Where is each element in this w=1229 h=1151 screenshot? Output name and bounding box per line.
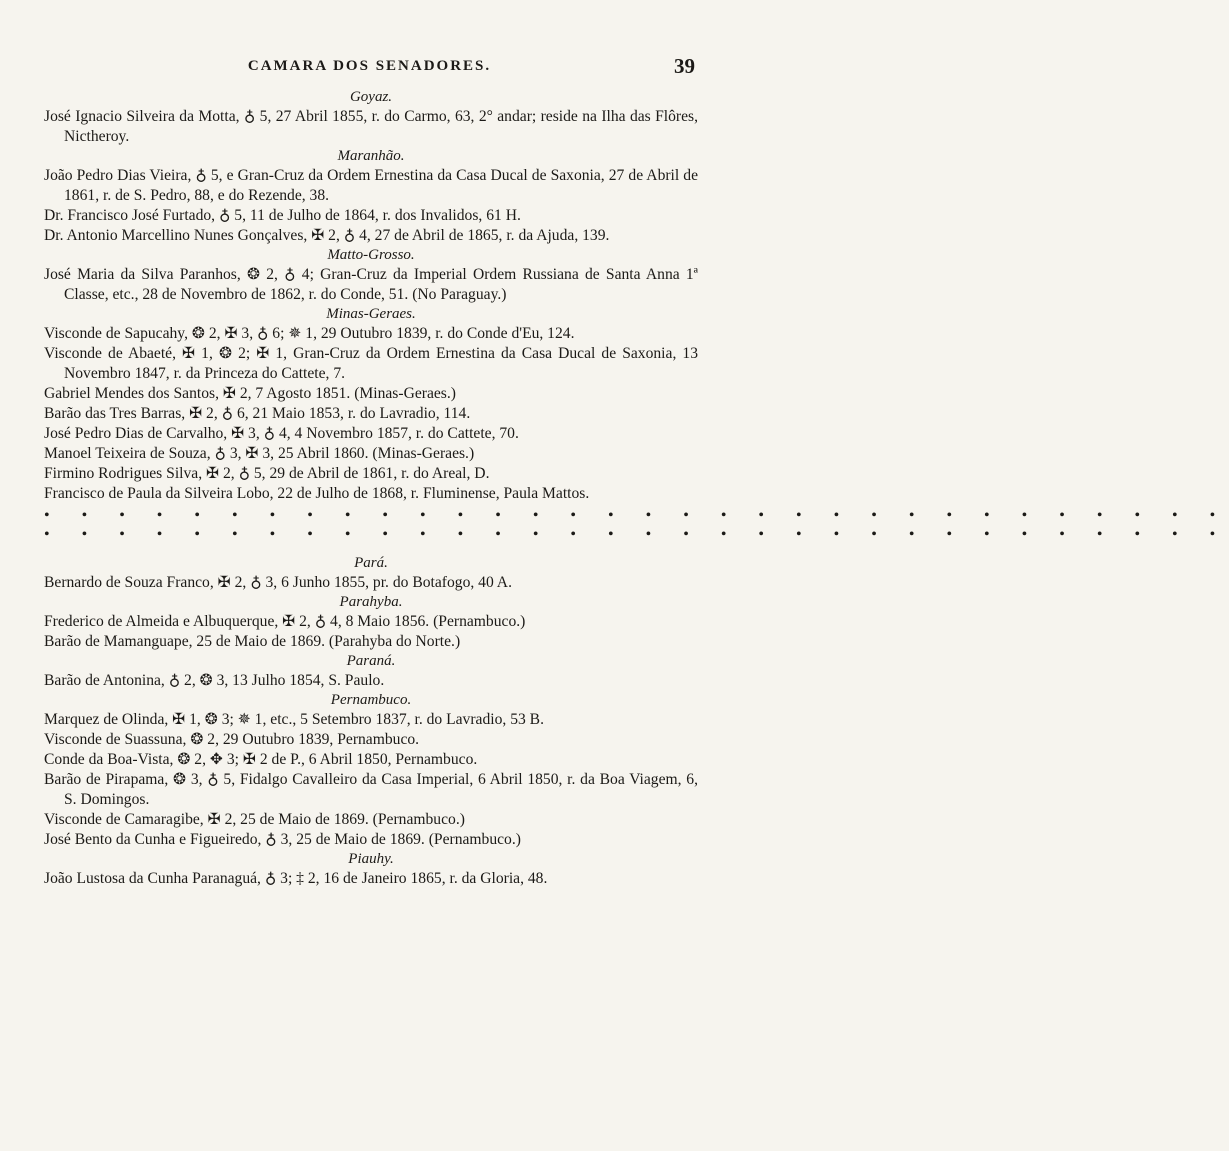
region-heading-maranhao: Maranhão.: [337, 148, 405, 164]
running-title: CAMARA DOS SENADORES.: [247, 58, 492, 74]
page-header: [44, 54, 695, 82]
region-heading-parana: Paraná.: [346, 653, 396, 669]
senator-entry: José Maria da Silva Paranhos, ❂ 2, ♁ 4; Gran-Cruz da Imperial Ordem Russiana de Santa Anna 1ª Classe, etc., 28 de Novembro de 1862, r. do Conde, 51. (No Paraguay.): [44, 266, 698, 303]
region-heading-para: Pará.: [354, 555, 388, 571]
senator-entry: João Lustosa da Cunha Paranaguá, ♁ 3; ‡ 2, 16 de Janeiro 1865, r. da Gloria, 48.: [44, 870, 548, 887]
senator-entry: Francisco de Paula da Silveira Lobo, 22 de Julho de 1868, r. Fluminense, Paula Mattos.: [44, 485, 590, 502]
senator-entry: João Pedro Dias Vieira, ♁ 5, e Gran-Cruz da Ordem Ernestina da Casa Ducal de Saxonia, 27 de Abril de 1861, r. de S. Pedro, 88, e do Rezende, 38.: [44, 167, 698, 204]
region-heading-goyaz: Goyaz.: [349, 89, 393, 105]
senator-entry: Gabriel Mendes dos Santos, ✠ 2, 7 Agosto 1851. (Minas-Geraes.): [44, 385, 456, 402]
senator-entry: Barão de Pirapama, ❂ 3, ♁ 5, Fidalgo Cavalleiro da Casa Imperial, 6 Abril 1850, r. da Boa Viagem, 6, S. Domingos.: [44, 771, 698, 808]
senator-entry: Visconde de Abaeté, ✠ 1, ❂ 2; ✠ 1, Gran-Cruz da Ordem Ernestina da Casa Ducal de Saxonia, 13 Novembro 1847, r. da Princeza do Cattete, 7.: [44, 345, 698, 382]
senator-entry: Barão das Tres Barras, ✠ 2, ♁ 6, 21 Maio 1853, r. do Lavradio, 114.: [44, 405, 471, 422]
senator-entry: José Ignacio Silveira da Motta, ♁ 5, 27 Abril 1855, r. do Carmo, 63, 2° andar; reside na Ilha das Flôres, Nictheroy.: [44, 108, 698, 145]
senator-entry: Visconde de Suassuna, ❂ 2, 29 Outubro 1839, Pernambuco.: [44, 731, 420, 748]
senator-entry: Barão de Antonina, ♁ 2, ❂ 3, 13 Julho 1854, S. Paulo.: [44, 672, 385, 689]
page-number: 39: [674, 54, 695, 78]
senator-entry: Visconde de Camaragibe, ✠ 2, 25 de Maio de 1869. (Pernambuco.): [44, 811, 465, 828]
senator-entry: Manoel Teixeira de Souza, ♁ 3, ✠ 3, 25 Abril 1860. (Minas-Geraes.): [44, 445, 475, 462]
senator-list: [44, 88, 1229, 889]
region-heading-parahyba: Parahyba.: [339, 594, 403, 610]
senator-entry: José Pedro Dias de Carvalho, ✠ 3, ♁ 4, 4 Novembro 1857, r. do Cattete, 70.: [44, 425, 519, 442]
region-heading-piauhy: Piauhy.: [348, 851, 394, 867]
senator-entry: Bernardo de Souza Franco, ✠ 2, ♁ 3, 6 Junho 1855, pr. do Botafogo, 40 A.: [44, 574, 512, 591]
region-heading-pernambuco: Pernambuco.: [330, 692, 412, 708]
senator-entry: Barão de Mamanguape, 25 de Maio de 1869. (Parahyba do Norte.): [44, 633, 461, 650]
senator-entry: Conde da Boa-Vista, ❂ 2, ✥ 3; ✠ 2 de P., 6 Abril 1850, Pernambuco.: [44, 751, 478, 768]
senator-entry: Dr. Francisco José Furtado, ♁ 5, 11 de Julho de 1864, r. dos Invalidos, 61 H.: [44, 207, 521, 224]
senator-entry: Dr. Antonio Marcellino Nunes Gonçalves, ✠ 2, ♁ 4, 27 de Abril de 1865, r. da Ajuda, 139.: [44, 227, 610, 244]
senator-entry: Firmino Rodrigues Silva, ✠ 2, ♁ 5, 29 de Abril de 1861, r. do Areal, D.: [44, 465, 490, 482]
senator-entry: Visconde de Sapucahy, ❂ 2, ✠ 3, ♁ 6; ✵ 1, 29 Outubro 1839, r. do Conde d'Eu, 124.: [44, 325, 575, 342]
senator-entry: José Bento da Cunha e Figueiredo, ♁ 3, 25 de Maio de 1869. (Pernambuco.): [44, 831, 521, 848]
senator-entry: Marquez de Olinda, ✠ 1, ❂ 3; ✵ 1, etc., 5 Setembro 1837, r. do Lavradio, 53 B.: [44, 711, 544, 728]
region-heading-matto-grosso: Matto-Grosso.: [327, 247, 415, 263]
senator-entry: Frederico de Almeida e Albuquerque, ✠ 2, ♁ 4, 8 Maio 1856. (Pernambuco.): [44, 613, 526, 630]
dots-line: • • • • • • • • • • • • • • • • • • • • • • • • • • • • • • • •: [44, 526, 1229, 543]
omission-dots: [44, 506, 1229, 544]
dots-line: • • • • • • • • • • • • • • • • • • • • • • • • • • • • • • • •: [44, 507, 1229, 524]
region-heading-minas-geraes: Minas-Geraes.: [326, 306, 416, 322]
